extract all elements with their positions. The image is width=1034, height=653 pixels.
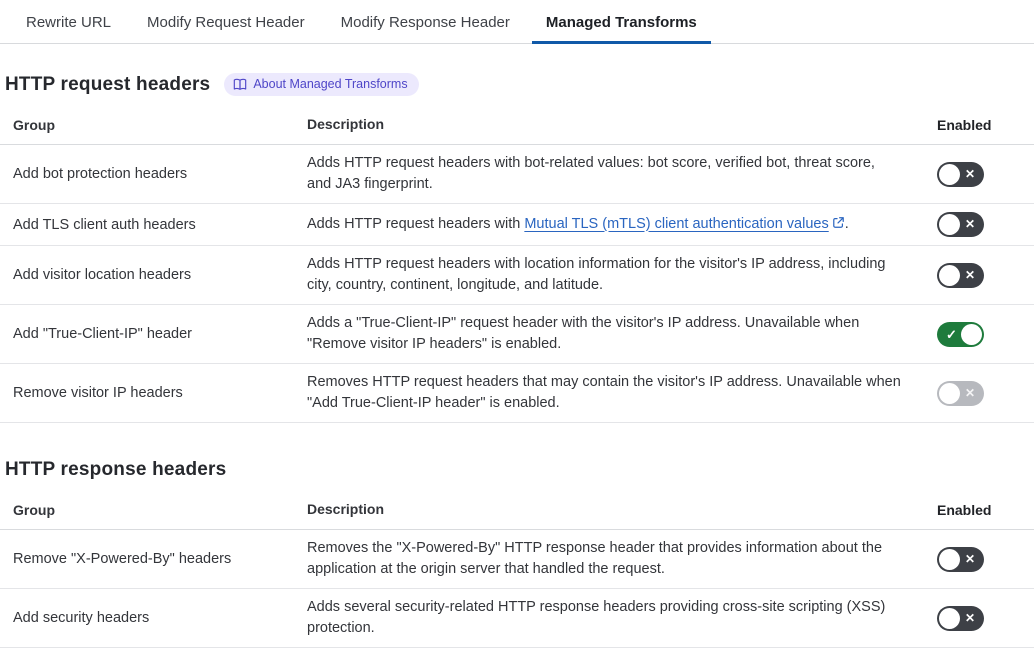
tab-managed-transforms[interactable]: Managed Transforms: [532, 0, 711, 44]
table-row-remove-x-powered-by-headers: [0, 530, 1034, 589]
toggle-remove-x-powered-by-headers[interactable]: [937, 547, 984, 572]
request-headers-title: HTTP request headers: [5, 73, 211, 95]
managed-transforms-content: [0, 73, 1034, 648]
toggle-add-visitor-location-headers[interactable]: [937, 263, 984, 288]
response-headers-table: [0, 492, 1034, 648]
group-label: Add security headers: [13, 610, 150, 626]
toggle-knob: [939, 214, 960, 235]
toggle-knob: [939, 164, 960, 185]
description-text: Removes HTTP request headers that may contain the visitor's IP address. Unavailable when "Add True-Client-IP header" is enabled.: [307, 374, 901, 411]
description-text: Adds HTTP request headers with bot-related values: bot score, verified bot, threat score, and JA3 fingerprint.: [307, 155, 875, 192]
response-headers-section: [0, 459, 1034, 648]
table-row-add-visitor-location-headers: [0, 246, 1034, 305]
tab-modify-response-header[interactable]: Modify Response Header: [340, 14, 510, 31]
description-text: Removes the "X-Powered-By" HTTP response header that provides information about the application at the origin server that handled the request.: [307, 540, 883, 577]
request-headers-section: [0, 73, 1034, 423]
table-row-add-true-client-ip-header: [0, 305, 1034, 364]
group-label: Add bot protection headers: [13, 166, 188, 182]
toggle-knob: [939, 383, 960, 404]
group-label: Remove visitor IP headers: [13, 385, 183, 401]
request-headers-table: [0, 107, 1034, 423]
table-row-remove-visitor-ip-headers: [0, 364, 1034, 423]
book-icon: [233, 78, 247, 91]
table-header-row: [0, 107, 1034, 145]
about-managed-transforms-label: About Managed Transforms: [253, 77, 408, 92]
description-text: Adds several security-related HTTP response headers providing cross-site scripting (XSS) protection.: [307, 599, 886, 636]
column-header-group: Group: [13, 116, 55, 133]
description-suffix: .: [844, 215, 849, 232]
group-label: Add "True-Client-IP" header: [13, 326, 193, 342]
table-row-add-tls-client-auth-headers: [0, 204, 1034, 246]
column-header-enabled: Enabled: [937, 116, 992, 133]
toggle-add-true-client-ip-header[interactable]: [937, 322, 984, 347]
group-label: Add visitor location headers: [13, 267, 192, 283]
toggle-add-security-headers[interactable]: [937, 606, 984, 631]
toggle-knob: [939, 265, 960, 286]
mtls-docs-link[interactable]: Mutual TLS (mTLS) client authentication values: [524, 216, 844, 232]
about-managed-transforms-link[interactable]: [224, 73, 418, 96]
toggle-knob: [939, 608, 960, 629]
column-header-group: Group: [13, 501, 55, 518]
column-header-description: Description: [307, 501, 385, 517]
table-header-row: [0, 492, 1034, 530]
tab-rewrite-url[interactable]: Rewrite URL: [26, 14, 112, 31]
group-label: Add TLS client auth headers: [13, 216, 196, 233]
tab-bar: [0, 0, 1034, 44]
description-prefix: Adds HTTP request headers with: [307, 215, 525, 232]
toggle-add-tls-client-auth-headers[interactable]: [937, 212, 984, 237]
toggle-knob: [939, 549, 960, 570]
response-headers-title: HTTP response headers: [5, 459, 227, 480]
column-header-description: Description: [307, 116, 385, 132]
description-text: [307, 206, 924, 244]
group-label: Remove "X-Powered-By" headers: [13, 551, 232, 567]
toggle-knob: [961, 324, 982, 345]
toggle-remove-visitor-ip-headers: [937, 381, 984, 406]
table-row-add-security-headers: [0, 589, 1034, 648]
description-text: Adds HTTP request headers with location information for the visitor's IP address, including city, country, continent, longitude, and latitude.: [307, 256, 886, 293]
column-header-enabled: Enabled: [937, 501, 992, 518]
external-link-icon: [832, 217, 845, 233]
table-row-add-bot-protection-headers: [0, 145, 1034, 204]
tab-modify-request-header[interactable]: Modify Request Header: [147, 14, 305, 31]
description-text: Adds a "True-Client-IP" request header with the visitor's IP address. Unavailable when "Remove visitor IP headers" is enabled.: [307, 315, 860, 352]
toggle-add-bot-protection-headers[interactable]: [937, 162, 984, 187]
